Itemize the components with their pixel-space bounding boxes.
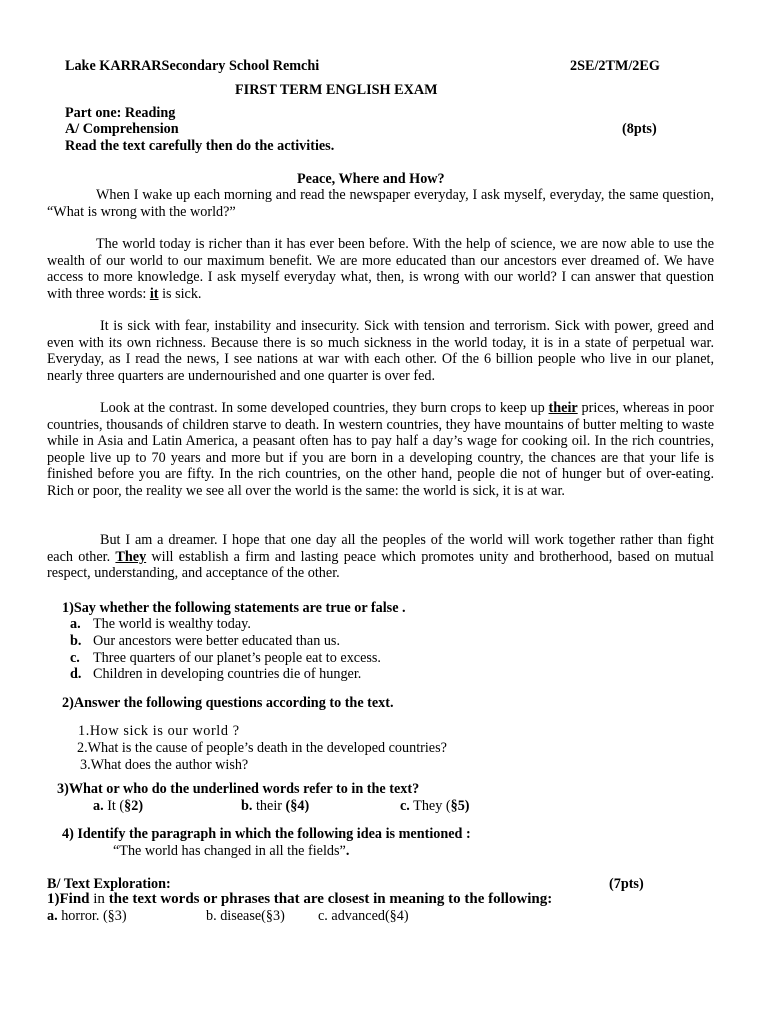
paragraph-2-end: is sick. [158,285,202,302]
underlined-word-their: their [548,400,578,416]
paragraph-4-text: Look at the contrast. In some developed countries, they burn crops to keep up [100,400,549,416]
q3-option-b-label: b. [241,798,253,814]
q4-quote-text: “The world has changed in all the fields” [113,843,346,859]
list-item-text: The world is wealthy today. [93,616,251,632]
paragraph-5-text: But I am a dreamer. I hope that one day all the peoples of the world will work together rather than fight each other. [47,532,714,565]
paragraph-3-text: It is sick with fear, instability and insecurity. Sick with tension and terrorism. Sick with power, greed and even with its own richness. Because there is so much sickness in the world today, it is in a state of perpetual war. Everyday, as I read the news, I see nations at war with each other. Of the 6 billion people who live in our planet, nearly three quarters are undernourished and one quarter is over fed. [47,318,714,384]
text-title: Peace, Where and How? [297,171,445,187]
list-item-label: b. [70,633,82,649]
q3-option-a-label: a. [93,798,104,814]
q3-option-a-word: It ( [107,798,125,814]
list-item-label: c. [70,650,80,666]
section-b-q1 [47,891,552,908]
paragraph-4-end: prices, whereas in poor countries, thousands of children starve to death. In western countries, they have mountains of butter melting to waste while in Asia and Latin America, a peasant often has to pay half a day’s wage for cooking oil. In the rich countries, people live up to 70 years and more but if you are born in a developing country, the chances are that your life is finished before you are fifty. In the rich countries, on the other hand, people die not of hunger but of over-eating. Rich or poor, the reality we see all over the world is the same: the world is sick, it is at war. [47,400,714,499]
q4-title: 4) Identify the paragraph in which the following idea is mentioned : [62,826,471,842]
reading-instruction: Read the text carefully then do the activities. [65,138,335,154]
word-a: horror. (§3) [57,908,127,924]
paragraph-2-text: The world today is richer than it has ever been before. With the help of science, we are now able to use the wealth of our world to our maximum benefit. We are more educated than our ancestors ever dreamed of. We have access to more knowledge. I ask myself everyday what, then, is wrong with our world? I can answer that question with three words: [47,236,714,302]
section-a-title: A/ Comprehension [65,121,179,137]
section-b-points: (7pts) [609,876,644,892]
q2-item-3: 3.What does the author wish? [80,757,249,773]
q3-option-c-label: c. [400,798,410,814]
q3-option-a [93,798,143,815]
q3-title: 3)What or who do the underlined words refer to in the text? [57,781,420,797]
list-item [70,616,251,633]
list-item-label: d. [70,666,82,682]
q2-item-2: 2.What is the cause of people’s death in the developed countries? [77,740,447,756]
section-b-title: B/ Text Exploration: [47,876,171,892]
part-one-title: Part one: Reading [65,105,176,121]
section-b-q1-in: in [89,891,109,907]
school-name: Lake KARRARSecondary School Remchi [65,58,320,74]
underlined-word-they: They [115,548,147,565]
paragraph-4 [47,400,714,499]
list-item [70,650,381,667]
section-a-points: (8pts) [622,121,657,137]
class-code: 2SE/2TM/2EG [570,58,660,74]
word-c: c. advanced(§4) [318,908,409,924]
paragraph-2 [47,236,714,302]
exam-title: FIRST TERM ENGLISH EXAM [235,82,438,98]
q2-title: 2)Answer the following questions according to the text. [62,695,394,711]
section-b-q1-number: 1)Find [47,891,90,907]
section-b-q1-text: the text words or phrases that are closest in meaning to the following: [108,891,553,907]
list-item-text: Children in developing countries die of hunger. [93,666,362,682]
paragraph-1 [47,187,714,220]
q3-option-c-ref: §5) [450,798,470,814]
q2-item-1: 1.How sick is our world ? [78,723,240,739]
list-item [70,666,361,683]
q4-quote [113,843,349,860]
list-item-text: Three quarters of our planet’s people eat to excess. [93,650,381,666]
q3-option-b-word: their [255,798,286,814]
q4-quote-period: . [345,843,350,859]
list-item-text: Our ancestors were better educated than us. [93,633,340,649]
q3-option-b [241,798,309,815]
q1-title: 1)Say whether the following statements are true or false . [62,600,406,616]
paragraph-5-end: will establish a firm and lasting peace which promotes unity and brotherhood, based on mutual respect, understanding, and acceptance of the other. [47,548,714,581]
underlined-word-it: it [149,285,159,302]
word-b: b. disease(§3) [206,908,285,924]
q3-option-a-ref: §2) [124,798,144,814]
list-item [70,633,340,650]
section-b-words [47,908,127,925]
paragraph-1-text: When I wake up each morning and read the newspaper everyday, I ask myself, everyday, the same question, “What is wrong with the world?” [47,187,714,220]
word-a-label: a. [47,908,58,924]
paragraph-3 [47,318,714,384]
paragraph-5 [47,532,714,582]
q3-option-c-word: They ( [413,798,451,814]
q3-option-c [400,798,470,815]
q3-option-b-ref: (§4) [285,798,310,814]
list-item-label: a. [70,616,81,632]
